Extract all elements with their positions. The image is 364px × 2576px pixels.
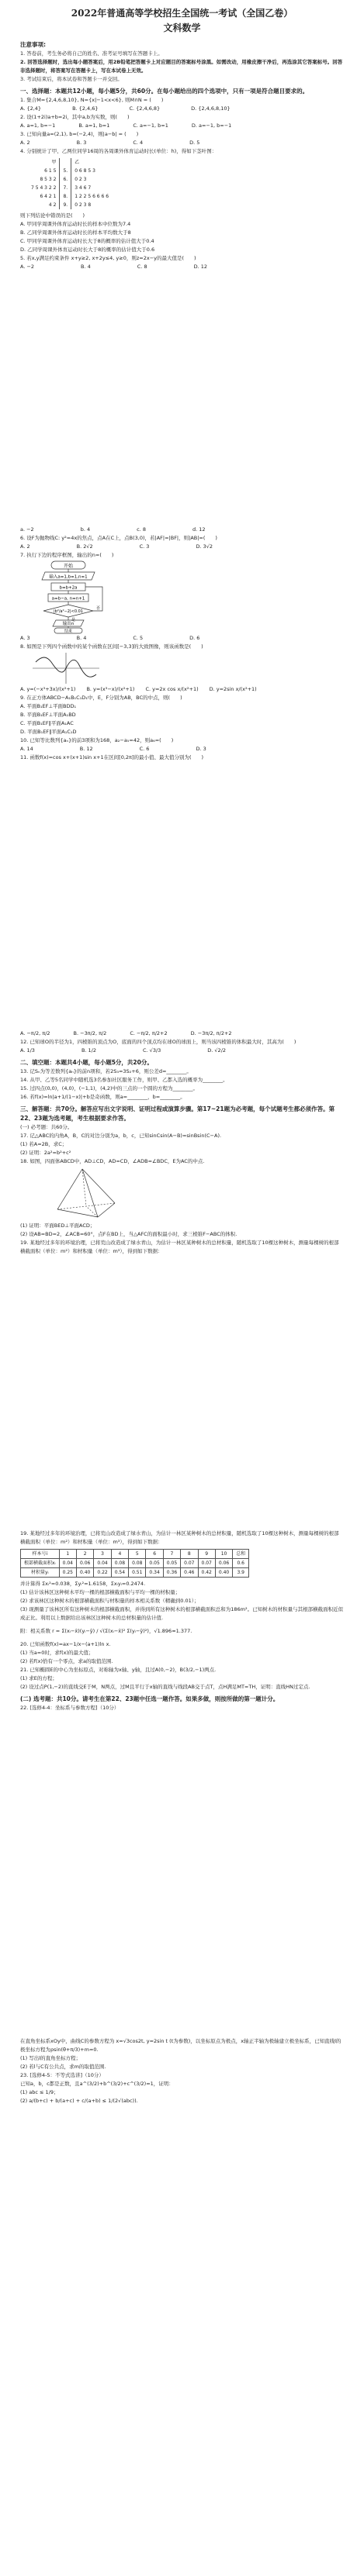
cell: 0.22 — [94, 1568, 111, 1578]
stem-head-left: 甲 — [51, 160, 57, 165]
cell: 7 — [163, 1550, 180, 1559]
options-row — [20, 543, 344, 551]
question-11: 11. 函数f(x)=cos x+(x+1)sin x+1在区间[0,2π]的最小值、最大值分别为( ) — [20, 754, 204, 760]
notice-item: 1. 答卷前，考生务必将自己的姓名、准考证号填写在答题卡上。 — [20, 50, 163, 57]
notice-item: 3. 考试结束后，将本试卷和答题卡一并交回。 — [20, 76, 123, 82]
stem-right: 0 6 8 5 3 — [75, 168, 95, 174]
flow-yes: 是 — [71, 618, 76, 622]
cell: 3.9 — [233, 1568, 249, 1578]
page-1 — [0, 0, 364, 270]
option: C. 5 — [133, 635, 144, 641]
question-18-part2: (2) 设AB=BD=2，∠ACB=60°，点F在BD上，当△AFC的面积最小时，求三棱锥F−ABC的体积. — [20, 1231, 237, 1237]
cell: 0.25 — [59, 1568, 76, 1578]
cell: 2 — [76, 1550, 93, 1559]
stem-head-right: 乙 — [75, 160, 80, 165]
options-row — [20, 122, 344, 130]
cell: 0.04 — [59, 1559, 76, 1568]
question-19-part1: (1) 估计该林区这种树木平均一棵的根部横截面积与平均一棵的材积量； — [20, 1589, 181, 1595]
option: b. 4 — [80, 526, 91, 533]
question-3: 3. 已知向量a=(2,1), b=(−2,4)，则|a−b| = ( ) — [20, 131, 139, 137]
option: A. y=(−x³+3x)/(x²+1) — [20, 686, 76, 692]
option: A. {2,4} — [20, 105, 42, 112]
question-20-part1: (1) 当a=0时，求f(x)的最大值； — [20, 1650, 94, 1656]
optional-heading: (二) 选考题：共10分。请考生在第22、23题中任选一题作答。如果多做，则按所做的第一题计分。 — [20, 1695, 279, 1702]
option: B. 3 — [76, 140, 87, 146]
stem-mid: 6. — [60, 175, 71, 184]
question-2: 2. 设(1+2i)a+b=2i，其中a,b为实数，则( ) — [20, 114, 130, 120]
options-row — [20, 1047, 344, 1055]
question-16: 16. 若f(x)=ln|a+1/(1−x)|+b是奇函数，则a=________，b=________。 — [20, 1094, 185, 1100]
cell: 0.07 — [181, 1559, 198, 1568]
cell: 0.05 — [163, 1559, 180, 1568]
option: D. {2,4,6,8,10} — [191, 105, 231, 112]
option: D. 6 — [189, 635, 200, 641]
question-19-part3: (3) 现测量了该林区所有这种树木的根部横截面积，并得到所有这种树木的根部横截面积总和为186m²。已知树木的材积量与其根部横截面积近似成正比。利用以上数据给出该林区这种树木的总材积量的估计值. — [20, 1606, 344, 1621]
stem-right: 1 2 2 5 6 6 6 6 — [75, 194, 109, 199]
cell: 9 — [198, 1550, 215, 1559]
question-6: 6. 设F为抛物线C: y²=4x的焦点，点A在C上，点B(3,0)，若|AF|=|BF|，则|AB|=( ) — [20, 535, 217, 541]
exam-title: 2022年普通高等学校招生全国统一考试（全国乙卷） — [71, 8, 293, 19]
option: A. −2 — [20, 264, 35, 270]
option: D. 3√2 — [196, 543, 213, 550]
cell: 0.42 — [198, 1568, 215, 1578]
question-21-part1: (1) 求E的方程； — [20, 1675, 57, 1681]
page-3 — [0, 1023, 364, 1279]
option: D. 乙同学周课外体育运动时长大于8的概率的估计值大于0.6 — [20, 247, 155, 253]
question-7: 7. 执行下边的程序框图，输出的n=( ) — [20, 552, 114, 558]
flow-step1: b=b+2a — [59, 585, 78, 591]
option: B. 4 — [76, 635, 87, 641]
question-21-part2: (2) 设过点P(1,−2)的直线交E于M，N两点，过M且平行于x轴的直线与线段AB交于点T，点H满足MT=TH，证明：直线HN过定点. — [20, 1684, 310, 1690]
page-2 — [0, 519, 364, 783]
option: D. 5 — [189, 140, 200, 146]
page-4 — [0, 1523, 364, 1802]
cell: 0.05 — [146, 1559, 163, 1568]
option: C. {2,4,6,8} — [129, 105, 161, 112]
cell: 0.40 — [76, 1568, 93, 1578]
option: C. 甲同学周课外体育运动时长大于8的概率的估计值大于0.4 — [20, 238, 154, 244]
flow-cond: |b²/a²−2|<0.01 — [54, 609, 83, 614]
option: A. 3 — [20, 635, 30, 641]
section-heading: 三、解答题：共70分。解答应写出文字说明、证明过程或演算步骤。第17~21题为必考题，每个试题考生都必须作答。第22、23题为选考题，考生根据要求作答。 — [20, 1105, 335, 1122]
options-row — [20, 263, 344, 271]
option: B. 乙同学周课外体育运动时长的样本平均数大于8 — [20, 229, 131, 236]
question-20-part2: (2) 若f(x)恰有一个零点，求a的取值范围. — [20, 1658, 113, 1664]
question-8: 8. 如图是下列四个函数中的某个函数在区间[−3,3]的大致图像，则该函数是( ) — [20, 643, 203, 650]
options-row — [20, 139, 344, 147]
option: A. 甲同学周课外体育运动时长的样本中位数为7.4 — [20, 221, 131, 227]
question-17: 17. 记△ABC的内角A，B，C的对边分别为a，b，c，已知sinCsin(A−B)=sinBsin(C−A). — [20, 1133, 222, 1139]
question-19-cont: 19. 某地经过多年的环境治理，已将荒山改造成了绿水青山，为估计一林区某种树木的总材积量，随机选取了10棵这种树木，测量每棵树的根部横截面积（单位：m²）和材积量（单位：m³），得到如下数据： — [20, 1530, 339, 1545]
options-row — [20, 1029, 344, 1038]
option: B. 4 — [81, 264, 91, 270]
cell: 0.40 — [215, 1568, 232, 1578]
question-19: 19. 某地经过多年的环境治理，已将荒山改造成了绿水青山，为估计一林区某种树木的总材积量，随机选取了10棵这种树木，测量每棵树的根部横截面积（单位：m²）和材积量（单位：m³），得到如下数据： — [20, 1240, 339, 1254]
question-23-text: 已知a，b，c都是正数，且a^(3/2)+b^(3/2)+c^(3/2)=1，证明： — [20, 2081, 174, 2087]
question-18: 18. 如图，四面体ABCD中，AD⊥CD，AD=CD，∠ADB=∠BDC，E为AC的中点. — [20, 1158, 205, 1164]
option: C. a=−1, b=1 — [133, 122, 168, 129]
stem-mid: 5. — [60, 167, 71, 175]
option: a. −2 — [20, 526, 34, 533]
page-5 — [0, 2031, 364, 2155]
option: B. 2√2 — [76, 543, 93, 550]
sums-text: 并计算得 Σxᵢ²=0.038，Σyᵢ²=1.6158，Σxᵢyᵢ=0.2474. — [20, 1581, 146, 1587]
option: A. a=1, b=−1 — [20, 122, 56, 129]
option: B. y=(x³−x)/(x²+1) — [86, 686, 135, 692]
section-heading: 二、填空题：本题共4小题，每小题5分，共20分。 — [20, 1059, 153, 1066]
flow-out: 输出n — [62, 622, 75, 626]
option: C. 6 — [139, 746, 150, 752]
question-18-part1: (1) 证明：平面BED⊥平面ACD； — [20, 1222, 95, 1229]
flow-init: 输入a=1,b=1,n=1 — [49, 574, 88, 580]
options-row — [20, 105, 344, 113]
stem-mid: 8. — [60, 192, 71, 201]
cell: 0.36 — [163, 1568, 180, 1578]
cell: 4 — [111, 1550, 128, 1559]
question-14: 14. 从甲、乙等5名同学中随机选3名参加社区服务工作，则甲、乙都入选的概率为________。 — [20, 1077, 228, 1083]
flowchart — [28, 560, 121, 634]
flow-no: 否 — [96, 606, 101, 611]
question-10: 10. 已知等比数列{aₙ}的前3项和为168，a₂−a₅=42，则a₆=( ) — [20, 737, 174, 743]
question-20: 20. 已知函数f(x)=ax−1/x−(a+1)ln x. — [20, 1641, 111, 1647]
option: A. 1/3 — [20, 1047, 35, 1054]
cell: 0.6 — [233, 1559, 249, 1568]
question-19-part2: (2) 求该林区这种树木的根部横截面积与材积量的样本相关系数（精确到0.01）； — [20, 1598, 199, 1604]
option: C. √3/3 — [143, 1047, 161, 1054]
cell: 根部横截面积xᵢ — [21, 1559, 60, 1568]
stem-mid: 7. — [60, 184, 71, 192]
stem-left: 6 4 2 1 — [40, 194, 57, 199]
cell: 0.07 — [198, 1559, 215, 1568]
option: D. 平面B₁EF∥平面A₁C₁D — [20, 729, 77, 735]
flow-start: 开始 — [63, 564, 74, 569]
options-row — [20, 685, 344, 694]
cell: 5 — [129, 1550, 146, 1559]
cell: 0.04 — [94, 1559, 111, 1568]
cell: 0.06 — [215, 1559, 232, 1568]
option: C. 4 — [133, 140, 144, 146]
stem-right: 0 2 3 — [75, 177, 87, 182]
cell: 1 — [59, 1550, 76, 1559]
cell: 10 — [215, 1550, 232, 1559]
cell: 0.46 — [181, 1568, 198, 1578]
option: B. 1/2 — [81, 1047, 96, 1054]
stem-left: 8 5 3 2 — [40, 177, 57, 182]
option: C. 8 — [137, 264, 147, 270]
question-12: 12. 已知球O的半径为1，四棱锥的顶点为O，底面的四个顶点均在球O的球面上，则当该四棱锥的体积最大时，其高为( ) — [20, 1039, 296, 1045]
cell: 总和 — [233, 1550, 249, 1559]
option: D. y=2sin x/(x²+1) — [209, 686, 257, 692]
exam-subtitle: 文科数学 — [163, 22, 201, 33]
stem-right: 3 4 6 7 — [75, 185, 92, 191]
question-13: 13. 记Sₙ为等差数列{aₙ}的前n项和，若2S₃=3S₂+6，则公差d=________。 — [20, 1068, 192, 1074]
question-23: 23. [选修4-5：不等式选讲]（10分） — [20, 2072, 104, 2078]
option: A. 2 — [20, 543, 30, 550]
flow-step2: a=b−a, n=n+1 — [51, 596, 85, 602]
option: B. {2,4,6} — [72, 105, 99, 112]
cell: 材积量yᵢ — [21, 1568, 60, 1578]
question-22-part1: (1) 写出l的直角坐标方程； — [20, 2055, 81, 2061]
option: C. −π/2, π/2+2 — [130, 1030, 168, 1036]
question-4-text: 则下列结论中错误的是( ) — [20, 212, 85, 219]
cell: 0.08 — [111, 1559, 128, 1568]
option: A. 14 — [20, 746, 33, 752]
option: c. 8 — [137, 526, 146, 533]
question-22-text: 在直角坐标系xOy中，曲线C的参数方程为 x=√3cos2t, y=2sin t (t为参数)，以坐标原点为极点，x轴正半轴为极轴建立极坐标系，已知直线l的极坐标方程为ρsin(θ+π/3)+m=0. — [20, 2038, 341, 2053]
required-heading: (一) 必考题：共60分。 — [20, 1124, 73, 1130]
cell: 0.34 — [146, 1568, 163, 1578]
cell: 0.08 — [129, 1559, 146, 1568]
question-15: 15. 过四点(0,0)，(4,0)，(−1,1)，(4,2)中的三点的一个圆的方程为________。 — [20, 1085, 198, 1091]
question-21: 21. 已知椭圆E的中心为坐标原点，对称轴为x轴、y轴，且过A(0,−2)，B(3/2,−1)两点. — [20, 1667, 217, 1673]
stem-left: 6 1 5 — [44, 168, 57, 174]
cell: 3 — [94, 1550, 111, 1559]
section-heading: 一、选择题：本题共12小题，每小题5分，共60分。在每小题给出的四个选项中，只有一项是符合题目要求的。 — [20, 88, 309, 95]
option: B. 12 — [79, 746, 93, 752]
notice-item: 2. 回答选择题时，选出每小题答案后，用2B铅笔把答题卡上对应题目的答案标号涂黑。如需改动，用橡皮擦干净后，再选涂其它答案标号。回答非选择题时，将答案写在答题卡上，写在本试卷上无效。 — [20, 59, 343, 74]
function-graph — [31, 651, 101, 685]
option: B. a=1, b=1 — [78, 122, 110, 129]
tetrahedron-figure — [51, 1166, 121, 1222]
option: C. y=2x cos x/(x²+1) — [145, 686, 199, 692]
cell: 6 — [146, 1550, 163, 1559]
notice-heading: 注意事项: — [20, 41, 46, 48]
option: A. 平面B₁EF⊥平面BDD₁ — [20, 703, 77, 709]
option: B. 平面B₁EF⊥平面A₁BD — [20, 712, 76, 718]
option: D. √2/2 — [207, 1047, 227, 1054]
option: A. 2 — [20, 140, 30, 146]
option: A. −π/2, π/2 — [20, 1030, 50, 1036]
stem-right: 0 2 3 8 — [75, 202, 92, 208]
question-9: 9. 在正方体ABCD−A₁B₁C₁D₁中，E，F分别为AB，BC的中点，则( ) — [20, 695, 182, 701]
question-17-part2: (2) 证明：2a²=b²+c² — [20, 1150, 71, 1156]
data-table — [20, 1549, 249, 1578]
question-23-part1: (1) abc ≤ 1/9； — [20, 2089, 59, 2095]
options-row — [20, 745, 344, 753]
question-17-part1: (1) 若A=2B，求C； — [20, 1141, 68, 1147]
options-row — [20, 526, 344, 534]
formula: 附：相关系数 r = Σ(xᵢ−x̄)(yᵢ−ȳ) / √(Σ(xᵢ−x̄)² Σ(yᵢ−ȳ)²)，√1.896≈1.377. — [20, 1628, 192, 1634]
question-23-part2: (2) a/(b+c) + b/(a+c) + c/(a+b) ≤ 1/(2√(abc)). — [20, 2098, 138, 2104]
option: d. 12 — [192, 526, 206, 533]
option: C. 平面B₁EF∥平面A₁AC — [20, 720, 74, 726]
option: D. a=−1, b=−1 — [191, 122, 232, 129]
option: D. 12 — [193, 264, 208, 270]
stem-leaf-table — [28, 158, 112, 209]
cell: 样本号i — [21, 1550, 60, 1559]
options-row — [20, 634, 344, 643]
stem-mid: 9. — [60, 201, 71, 209]
flow-end: 结束 — [64, 629, 73, 634]
cell: 0.54 — [111, 1568, 128, 1578]
option: B. −3π/2, π/2 — [73, 1030, 107, 1036]
cell: 0.06 — [76, 1559, 93, 1568]
question-5: 5. 若x,y满足约束条件 x+y≥2, x+2y≤4, y≥0，则z=2x−y的最大值是( ) — [20, 255, 196, 261]
option: C. 3 — [139, 543, 150, 550]
cell: 0.51 — [129, 1568, 146, 1578]
option: D. 3 — [196, 746, 206, 752]
question-22-part2: (2) 若l与C有公共点，求m的取值范围. — [20, 2064, 106, 2070]
stem-left: 7 5 4 3 2 2 — [31, 185, 57, 191]
option: D. −3π/2, π/2+2 — [190, 1030, 232, 1036]
question-22: 22. [选修4-4：坐标系与参数方程]（10分） — [20, 1705, 120, 1711]
question-1: 1. 集合M={2,4,6,8,10}, N={x|−1<x<6}, 则M∩N = ( ) — [20, 97, 164, 103]
cell: 8 — [181, 1550, 198, 1559]
question-4: 4. 分别统计了甲、乙两位同学16周的各周课外体育运动时长(单位：h)，得如下茎叶图： — [20, 148, 217, 154]
stem-left: 4 2 — [48, 202, 57, 208]
